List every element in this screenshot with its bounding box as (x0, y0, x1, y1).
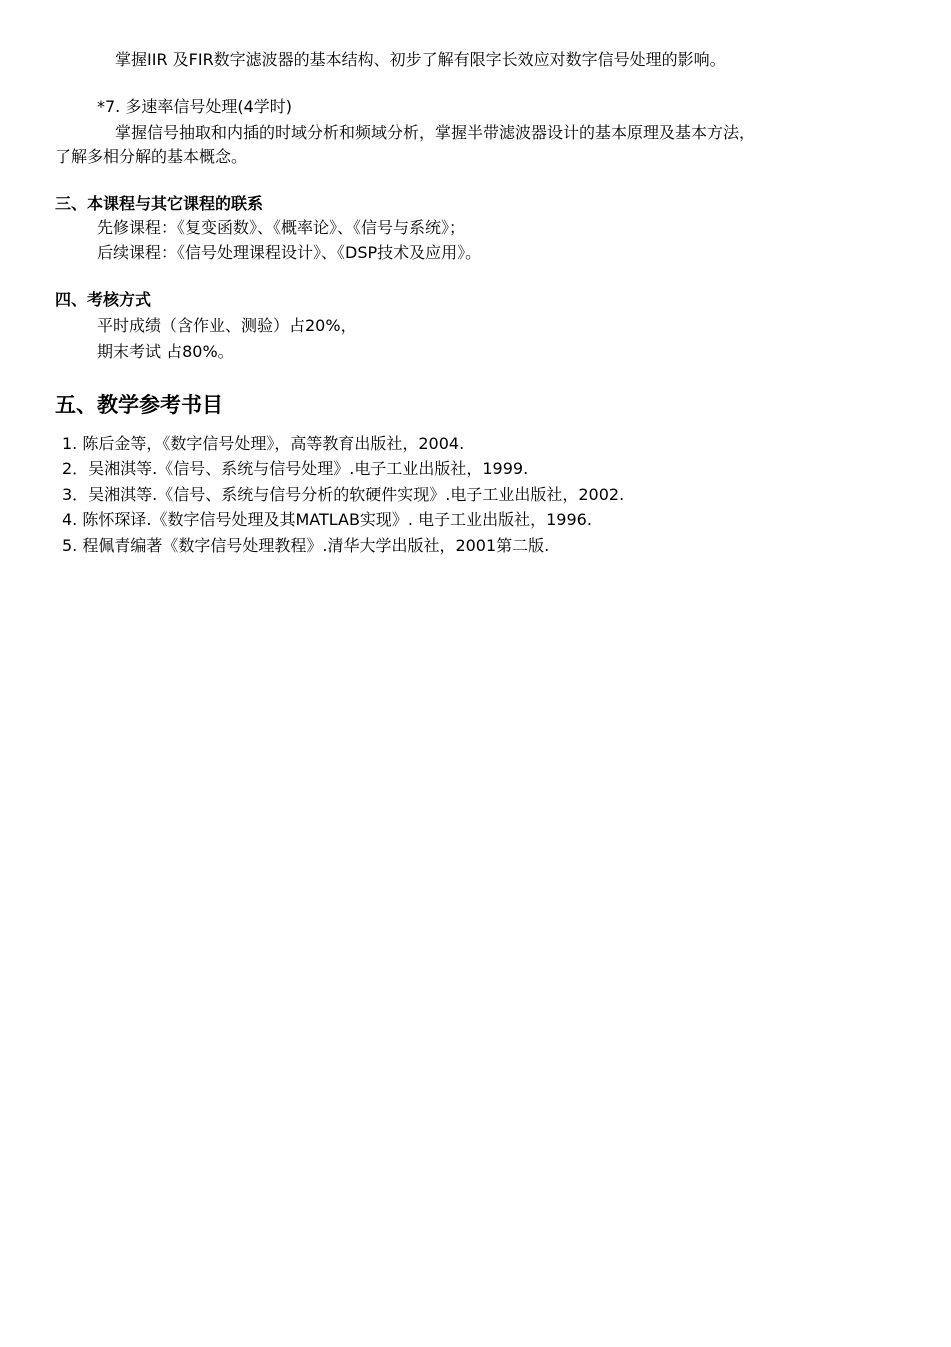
reference-item: 1. 陈后金等，《数字信号处理》，高等教育出版社，2004. (62, 434, 465, 453)
filter-structure-paragraph: 掌握IIR 及FIR数字滤波器的基本结构、初步了解有限字长效应对数字信号处理的影响。 (115, 50, 726, 69)
reference-item: 5. 程佩青编著《数字信号处理教程》.清华大学出版社，2001第二版. (62, 536, 550, 555)
prerequisite-courses: 先修课程：《复变函数》、《概率论》、《信号与系统》； (97, 218, 466, 237)
assessment-regular-score: 平时成绩（含作业、测验）占20%， (97, 316, 357, 335)
assessment-final-exam: 期末考试 占80%。 (97, 342, 234, 361)
follow-up-courses: 后续课程：《信号处理课程设计》、《DSP技术及应用》。 (97, 243, 482, 262)
section-4-heading: 四、考核方式 (55, 290, 152, 309)
reference-item: 3．吴湘淇等.《信号、系统与信号分析的软硬件实现》.电子工业出版社，2002. (62, 485, 625, 504)
item-7-description-line-2: 了解多相分解的基本概念。 (55, 147, 248, 166)
section-5-heading: 五、教学参考书目 (55, 393, 223, 417)
section-3-heading: 三、本课程与其它课程的联系 (55, 194, 264, 213)
item-7-title: *7. 多速率信号处理(4学时) (97, 97, 293, 116)
item-7-description-line-1: 掌握信号抽取和内插的时域分析和频域分析，掌握半带滤波器设计的基本原理及基本方法， (115, 123, 756, 142)
reference-item: 2．吴湘淇等.《信号、系统与信号处理》.电子工业出版社，1999. (62, 459, 529, 478)
reference-item: 4. 陈怀琛译.《数字信号处理及其MATLAB实现》. 电子工业出版社，1996. (62, 510, 592, 529)
